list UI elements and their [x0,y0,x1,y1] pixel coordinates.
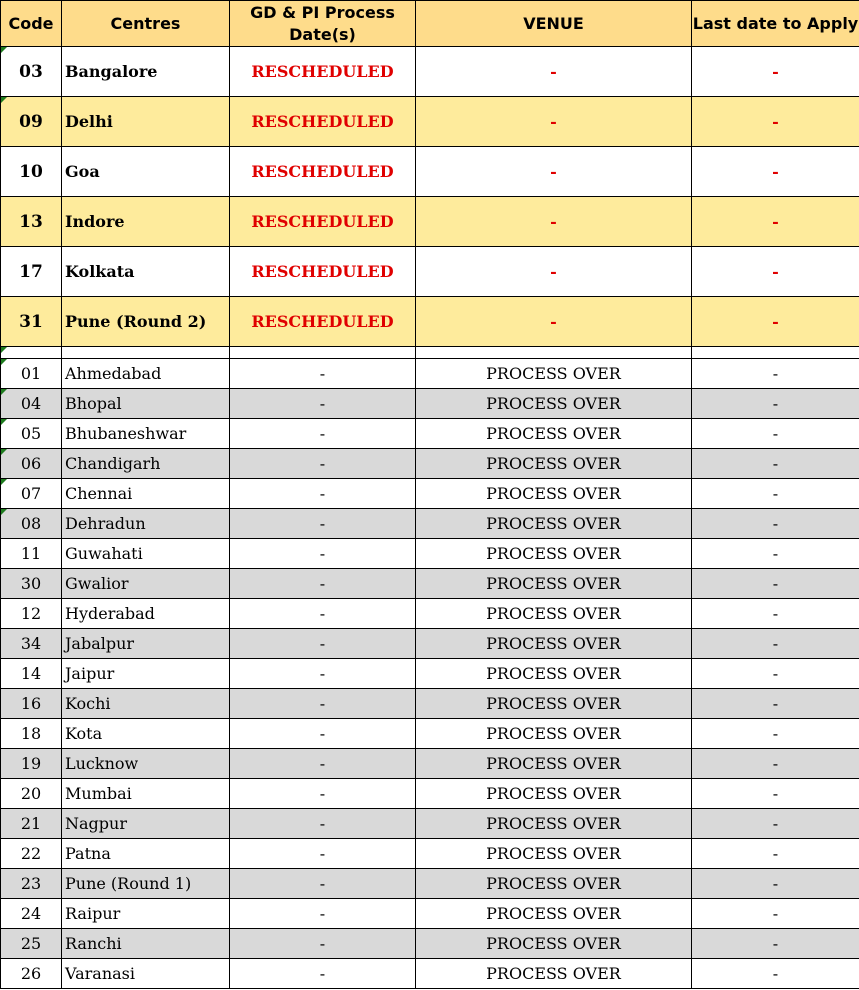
cell-date: - [230,569,416,599]
comment-marker-icon [1,509,7,515]
table-row [1,539,859,569]
table-row [1,689,859,719]
cell-venue: PROCESS OVER [416,359,692,389]
cell-last: - [692,297,859,347]
cell-code: 03 [1,47,62,97]
cell-code: 26 [1,959,62,989]
cell-venue: PROCESS OVER [416,509,692,539]
table-row [1,479,859,509]
cell-code: 09 [1,97,62,147]
table-row [1,659,859,689]
cell-venue: PROCESS OVER [416,449,692,479]
cell-last: - [692,197,859,247]
table-row [1,629,859,659]
cell-venue: PROCESS OVER [416,599,692,629]
table-row [1,509,859,539]
cell-code: 12 [1,599,62,629]
spacer-cell [62,347,230,359]
cell-last: - [692,839,859,869]
cell-code: 22 [1,839,62,869]
cell-venue: - [416,247,692,297]
cell-code: 21 [1,809,62,839]
cell-last: - [692,629,859,659]
cell-centre: Dehradun [62,509,230,539]
cell-venue: PROCESS OVER [416,779,692,809]
cell-date: - [230,599,416,629]
cell-centre: Lucknow [62,749,230,779]
comment-marker-icon [1,347,7,353]
header-last-date: Last date to Apply [692,1,859,47]
table-row [1,749,859,779]
comment-marker-icon [1,479,7,485]
cell-last: - [692,599,859,629]
cell-venue: PROCESS OVER [416,539,692,569]
cell-code: 20 [1,779,62,809]
cell-last: - [692,659,859,689]
table-row [1,959,859,989]
table-row [1,419,859,449]
table-row [1,359,859,389]
cell-date: - [230,419,416,449]
cell-centre: Ranchi [62,929,230,959]
cell-centre: Bhopal [62,389,230,419]
cell-last: - [692,869,859,899]
cell-venue: - [416,297,692,347]
cell-code: 11 [1,539,62,569]
header-venue: VENUE [416,1,692,47]
cell-date: - [230,719,416,749]
cell-code: 23 [1,869,62,899]
table-row [1,297,859,347]
cell-last: - [692,689,859,719]
cell-last: - [692,419,859,449]
header-centres: Centres [62,1,230,47]
cell-date: - [230,659,416,689]
table-row [1,147,859,197]
cell-centre: Kochi [62,689,230,719]
cell-centre: Ahmedabad [62,359,230,389]
table-row [1,839,859,869]
cell-centre: Pune (Round 1) [62,869,230,899]
cell-date: RESCHEDULED [230,47,416,97]
table-row [1,809,859,839]
table-body [1,47,859,989]
table-row [1,389,859,419]
cell-date: - [230,509,416,539]
cell-code: 10 [1,147,62,197]
cell-venue: PROCESS OVER [416,809,692,839]
cell-code: 08 [1,509,62,539]
cell-last: - [692,539,859,569]
comment-marker-icon [1,389,7,395]
cell-centre: Gwalior [62,569,230,599]
cell-centre: Jabalpur [62,629,230,659]
cell-code: 25 [1,929,62,959]
cell-last: - [692,809,859,839]
cell-code: 14 [1,659,62,689]
header-code: Code [1,1,62,47]
cell-centre: Pune (Round 2) [62,297,230,347]
cell-venue: PROCESS OVER [416,389,692,419]
cell-date: - [230,629,416,659]
cell-venue: - [416,47,692,97]
cell-last: - [692,779,859,809]
cell-last: - [692,389,859,419]
cell-centre: Chennai [62,479,230,509]
cell-centre: Guwahati [62,539,230,569]
cell-venue: PROCESS OVER [416,719,692,749]
cell-venue: PROCESS OVER [416,479,692,509]
cell-date: - [230,449,416,479]
cell-date: - [230,839,416,869]
table-row [1,197,859,247]
cell-code: 31 [1,297,62,347]
comment-marker-icon [1,359,7,365]
cell-date: RESCHEDULED [230,297,416,347]
cell-venue: - [416,147,692,197]
cell-centre: Kota [62,719,230,749]
cell-date: RESCHEDULED [230,247,416,297]
cell-date: - [230,929,416,959]
cell-code: 17 [1,247,62,297]
cell-date: - [230,869,416,899]
cell-code: 04 [1,389,62,419]
cell-centre: Kolkata [62,247,230,297]
cell-last: - [692,929,859,959]
cell-venue: - [416,197,692,247]
table-row [1,97,859,147]
cell-venue: PROCESS OVER [416,659,692,689]
cell-venue: PROCESS OVER [416,839,692,869]
header-dates: GD & PI Process Date(s) [230,1,416,47]
cell-date: - [230,479,416,509]
cell-centre: Varanasi [62,959,230,989]
cell-date: RESCHEDULED [230,147,416,197]
cell-last: - [692,479,859,509]
cell-date: - [230,689,416,719]
comment-marker-icon [1,419,7,425]
cell-code: 30 [1,569,62,599]
spacer-row [1,347,859,359]
cell-centre: Delhi [62,97,230,147]
cell-date: - [230,809,416,839]
cell-last: - [692,97,859,147]
cell-centre: Chandigarh [62,449,230,479]
cell-date: RESCHEDULED [230,97,416,147]
cell-code: 16 [1,689,62,719]
spacer-cell [416,347,692,359]
cell-code: 19 [1,749,62,779]
table-row [1,719,859,749]
cell-date: RESCHEDULED [230,197,416,247]
cell-venue: - [416,97,692,147]
cell-centre: Bangalore [62,47,230,97]
cell-code: 34 [1,629,62,659]
header-row [1,1,859,47]
comment-marker-icon [1,97,7,103]
cell-centre: Jaipur [62,659,230,689]
cell-venue: PROCESS OVER [416,749,692,779]
cell-venue: PROCESS OVER [416,929,692,959]
cell-date: - [230,389,416,419]
cell-code: 01 [1,359,62,389]
cell-last: - [692,147,859,197]
cell-centre: Bhubaneshwar [62,419,230,449]
cell-last: - [692,569,859,599]
cell-venue: PROCESS OVER [416,689,692,719]
cell-date: - [230,959,416,989]
cell-venue: PROCESS OVER [416,869,692,899]
cell-centre: Nagpur [62,809,230,839]
cell-code: 18 [1,719,62,749]
cell-centre: Raipur [62,899,230,929]
spacer-cell [230,347,416,359]
cell-last: - [692,247,859,297]
cell-last: - [692,719,859,749]
cell-centre: Patna [62,839,230,869]
table-row [1,599,859,629]
cell-venue: PROCESS OVER [416,629,692,659]
table-row [1,899,859,929]
cell-venue: PROCESS OVER [416,419,692,449]
comment-marker-icon [1,449,7,455]
spacer-cell [1,347,62,359]
cell-date: - [230,779,416,809]
cell-centre: Indore [62,197,230,247]
cell-venue: PROCESS OVER [416,899,692,929]
cell-date: - [230,539,416,569]
cell-code: 24 [1,899,62,929]
spacer-cell [692,347,859,359]
comment-marker-icon [1,47,7,53]
cell-last: - [692,749,859,779]
cell-centre: Mumbai [62,779,230,809]
cell-code: 07 [1,479,62,509]
cell-last: - [692,509,859,539]
cell-last: - [692,359,859,389]
cell-code: 13 [1,197,62,247]
cell-date: - [230,749,416,779]
table-row [1,569,859,599]
table-row [1,449,859,479]
cell-last: - [692,899,859,929]
table-row [1,247,859,297]
cell-centre: Goa [62,147,230,197]
table-row [1,869,859,899]
cell-code: 06 [1,449,62,479]
cell-venue: PROCESS OVER [416,959,692,989]
table-row [1,779,859,809]
cell-last: - [692,47,859,97]
cell-date: - [230,899,416,929]
cell-last: - [692,449,859,479]
cell-centre: Hyderabad [62,599,230,629]
cell-last: - [692,959,859,989]
table-row [1,47,859,97]
cell-venue: PROCESS OVER [416,569,692,599]
cell-date: - [230,359,416,389]
table-row [1,929,859,959]
cell-code: 05 [1,419,62,449]
